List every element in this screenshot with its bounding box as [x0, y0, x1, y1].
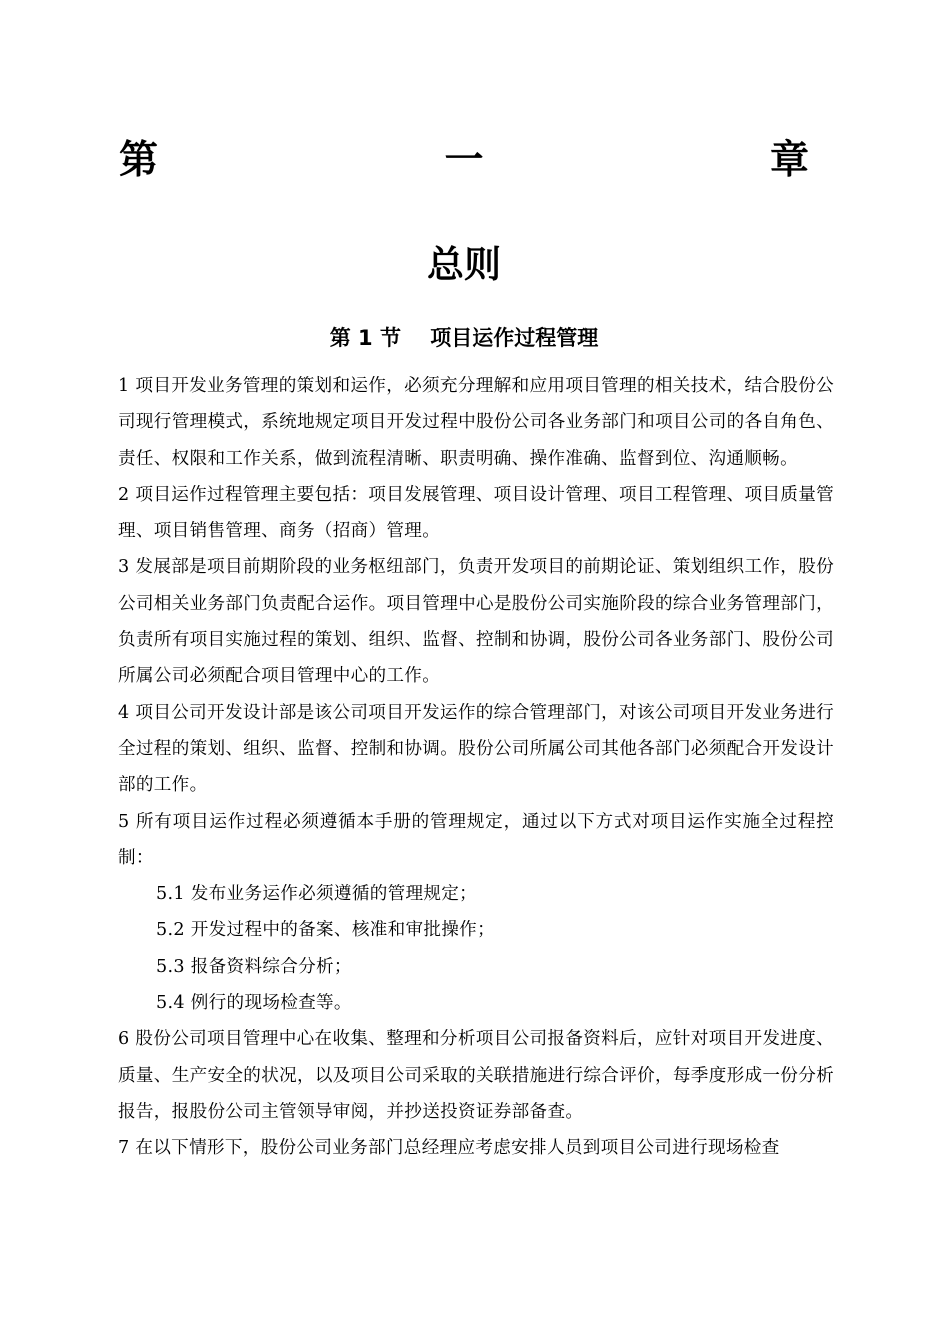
chapter-char-1: 第 [119, 138, 159, 183]
paragraph-4: 4 项目公司开发设计部是该公司项目开发运作的综合管理部门，对该公司项目开发业务进行全过程的策划、组织、监督、控制和协调。股份公司所属公司其他各部门必须配合开发设计部的工作。 [118, 702, 834, 796]
chapter-heading [119, 136, 809, 186]
section-title: 第 1 节 项目运作过程管理 [329, 326, 599, 350]
paragraph-6: 6 股份公司项目管理中心在收集、整理和分析项目公司报备资料后，应针对项目开发进度、质量、生产安全的状况，以及项目公司采取的关联措施进行综合评价，每季度形成一份分析报告，报股份公司主管领导审阅，并抄送投资证券部备查。 [118, 1029, 834, 1122]
chapter-char-3: 章 [769, 138, 809, 183]
body-text [118, 368, 834, 1167]
sub-item-5-1: 5.1 发布业务运作必须遵循的管理规定； [156, 884, 478, 905]
paragraph-1: 1 项目开发业务管理的策划和运作，必须充分理解和应用项目管理的相关技术，结合股份公司现行管理模式，系统地规定项目开发过程中股份公司各业务部门和项目公司的各自角色、责任、权限和工作关系，做到流程清晰、职责明确、操作准确、监督到位、沟通顺畅。 [118, 376, 834, 469]
paragraph-3: 3 发展部是项目前期阶段的业务枢纽部门，负责开发项目的前期论证、策划组织工作，股份公司相关业务部门负责配合运作。项目管理中心是股份公司实施阶段的综合业务管理部门，负责所有项目实施过程的策划、组织、监督、控制和协调，股份公司各业务部门、股份公司所属公司必须配合项目管理中心的工作。 [118, 557, 834, 687]
paragraph-7: 7 在以下情形下，股份公司业务部门总经理应考虑安排人员到项目公司进行现场检查 [118, 1138, 780, 1159]
chapter-title: 总则 [427, 243, 501, 286]
sub-item-5-4: 5.4 例行的现场检查等。 [156, 993, 352, 1014]
sub-item-5-2: 5.2 开发过程中的备案、核准和审批操作； [156, 920, 495, 941]
chapter-char-2: 一 [444, 138, 484, 183]
paragraph-2: 2 项目运作过程管理主要包括：项目发展管理、项目设计管理、项目工程管理、项目质量管理、项目销售管理、商务（招商）管理。 [118, 484, 834, 542]
sub-item-5-3: 5.3 报备资料综合分析； [156, 956, 352, 977]
paragraph-5: 5 所有项目运作过程必须遵循本手册的管理规定，通过以下方式对项目运作实施全过程控制： [118, 811, 834, 868]
